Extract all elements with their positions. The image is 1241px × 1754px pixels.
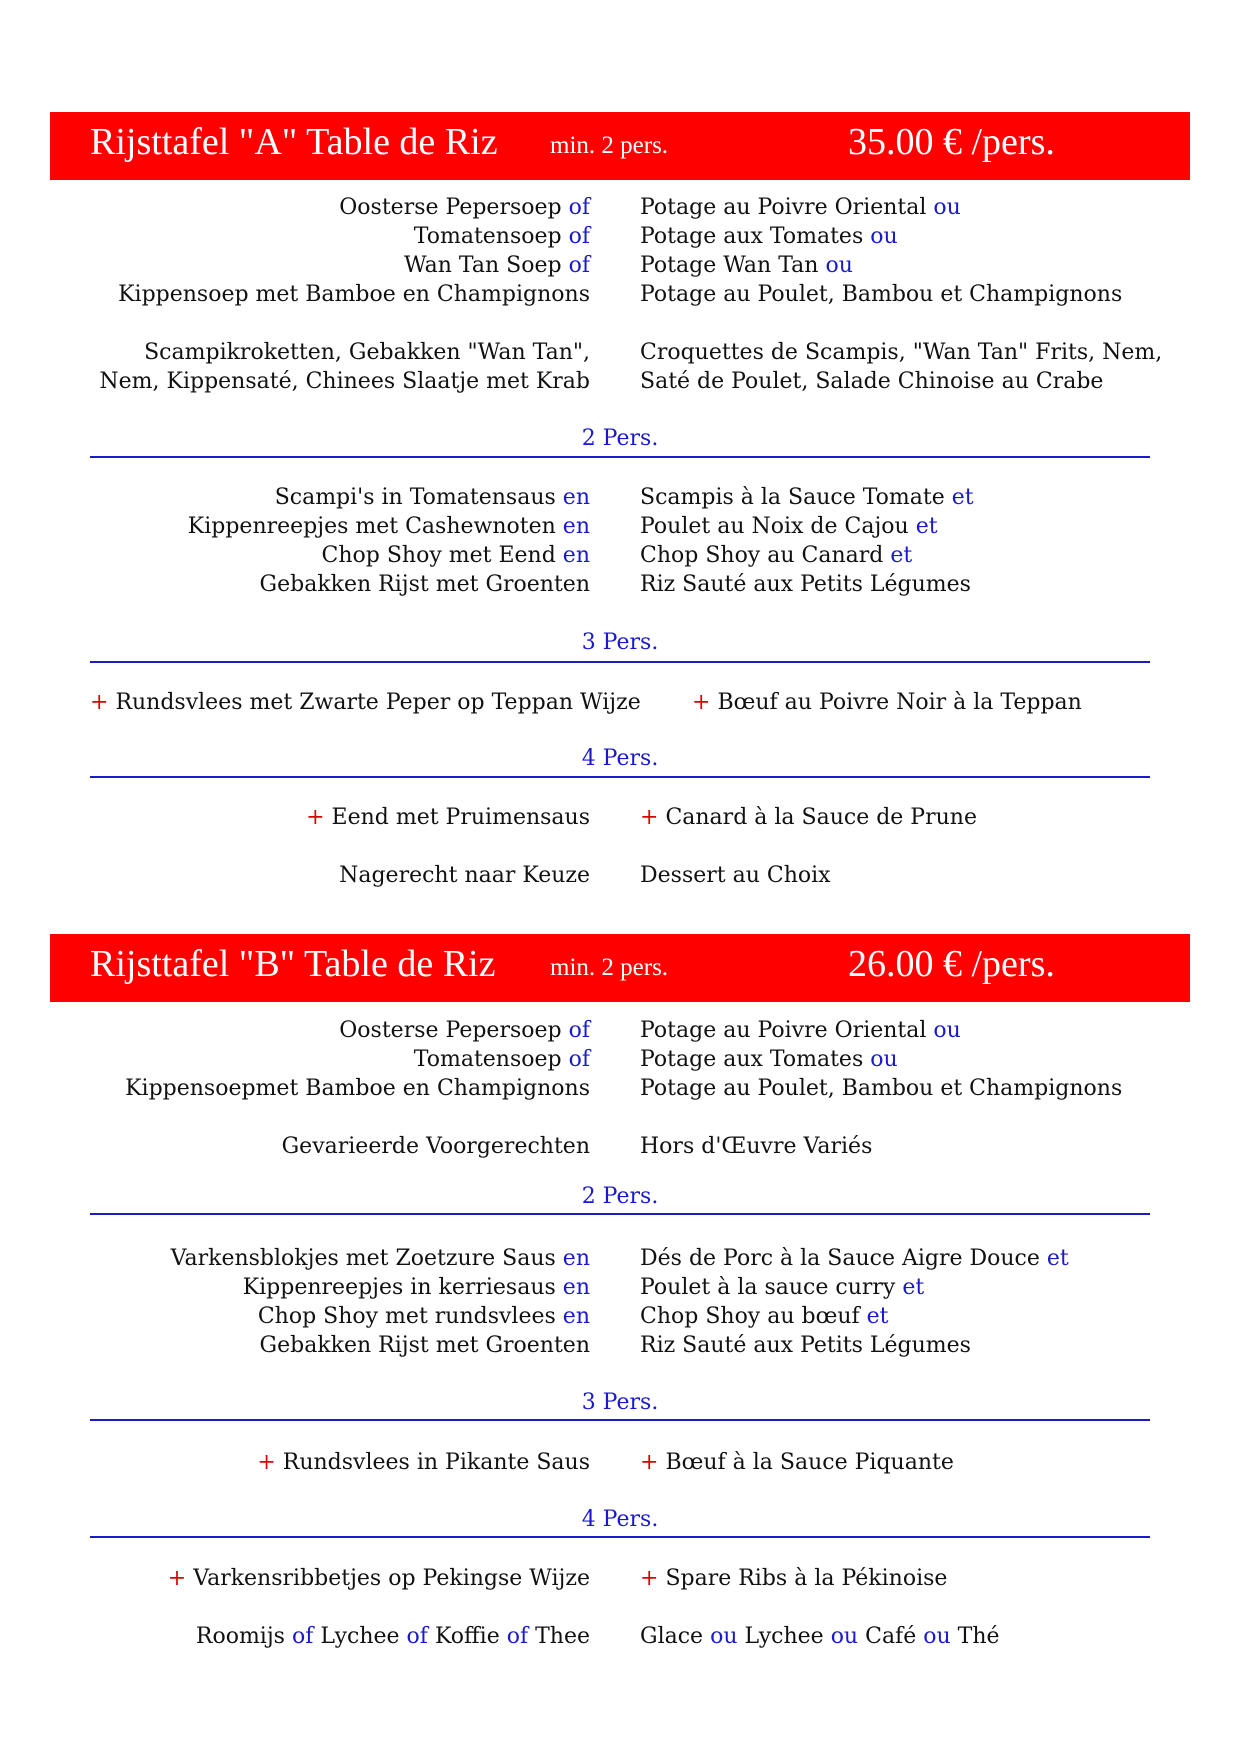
menu-a-title: Rijsttafel "A" Table de Riz	[90, 121, 498, 163]
menu-b-divider-3-label: 3 Pers.	[581, 1390, 659, 1415]
menu-a-extra4-fr: + Canard à la Sauce de Prune	[640, 805, 977, 830]
menu-b-divider-4-label: 4 Pers.	[581, 1507, 659, 1532]
menu-b-main-nl-2: Kippenreepjes in kerriesaus en	[242, 1275, 590, 1300]
menu-a-dessert-fr: Dessert au Choix	[640, 863, 831, 888]
menu-a-soup-nl-1: Oosterse Pepersoep of	[339, 195, 590, 220]
menu-b-main-fr-1: Dés de Porc à la Sauce Aigre Douce et	[640, 1246, 1069, 1271]
menu-a-soup-nl-3: Wan Tan Soep of	[403, 253, 590, 278]
menu-b-main-nl-4: Gebakken Rijst met Groenten	[259, 1333, 590, 1358]
menu-b-soup-nl-1: Oosterse Pepersoep of	[339, 1018, 590, 1043]
menu-b-main-nl-3: Chop Shoy met rundsvlees en	[257, 1304, 590, 1329]
menu-a-soup-fr-3: Potage Wan Tan ou	[640, 253, 853, 278]
menu-a-price: 35.00 € /pers.	[848, 121, 1055, 163]
menu-b-price: 26.00 € /pers.	[848, 943, 1055, 985]
menu-b-main-fr-3: Chop Shoy au bœuf et	[640, 1304, 889, 1329]
menu-a-soup-fr-2: Potage aux Tomates ou	[640, 224, 898, 249]
menu-a-soup-fr-1: Potage au Poivre Oriental ou	[640, 195, 961, 220]
menu-a-divider-3-label: 3 Pers.	[581, 630, 659, 655]
menu-a-soup-nl-4: Kippensoep met Bamboe en Champignons	[118, 282, 590, 307]
menu-a-main-nl-3: Chop Shoy met Eend en	[321, 543, 590, 568]
menu-b-soup-fr-1: Potage au Poivre Oriental ou	[640, 1018, 961, 1043]
menu-a-main-fr-3: Chop Shoy au Canard et	[640, 543, 913, 568]
menu-b-dessert-fr: Glace ou Lychee ou Café ou Thé	[640, 1624, 1000, 1649]
menu-b-divider-4-rule	[90, 1536, 1150, 1538]
menu-a-starter-fr-2: Saté de Poulet, Salade Chinoise au Crabe	[640, 369, 1104, 394]
menu-a-divider-4-label: 4 Pers.	[581, 746, 659, 771]
menu-a-dessert-nl: Nagerecht naar Keuze	[339, 863, 590, 888]
menu-a-soup-fr-4: Potage au Poulet, Bambou et Champignons	[640, 282, 1123, 307]
menu-b-soup-nl-3: Kippensoepmet Bamboe en Champignons	[125, 1076, 590, 1101]
menu-b-extra3-nl: + Rundsvlees in Pikante Saus	[257, 1450, 590, 1475]
menu-a-extra3-fr: + Bœuf au Poivre Noir à la Teppan	[692, 690, 1082, 715]
menu-a-divider-2-rule	[90, 456, 1150, 458]
menu-a-main-fr-1: Scampis à la Sauce Tomate et	[640, 485, 974, 510]
menu-b-main-fr-4: Riz Sauté aux Petits Légumes	[640, 1333, 971, 1358]
menu-a-main-fr-4: Riz Sauté aux Petits Légumes	[640, 572, 971, 597]
menu-b-divider-2-label: 2 Pers.	[581, 1184, 659, 1209]
menu-a-main-nl-1: Scampi's in Tomatensaus en	[274, 485, 590, 510]
menu-a-starter-nl-1: Scampikroketten, Gebakken "Wan Tan",	[144, 340, 590, 365]
menu-b-soup-nl-2: Tomatensoep of	[413, 1047, 590, 1072]
menu-a-divider-4-rule	[90, 776, 1150, 778]
menu-a-extra4-nl: + Eend met Pruimensaus	[306, 805, 590, 830]
menu-b-divider-2-rule	[90, 1213, 1150, 1215]
menu-a-main-nl-4: Gebakken Rijst met Groenten	[259, 572, 590, 597]
menu-a-banner	[50, 112, 1190, 180]
menu-a-extra3-nl: + Rundsvlees met Zwarte Peper op Teppan Wijze	[90, 690, 641, 715]
menu-b-soup-fr-3: Potage au Poulet, Bambou et Champignons	[640, 1076, 1123, 1101]
menu-a-min: min. 2 pers.	[550, 132, 669, 159]
menu-a-soup-nl-2: Tomatensoep of	[413, 224, 590, 249]
menu-a-main-fr-2: Poulet au Noix de Cajou et	[640, 514, 938, 539]
menu-b-extra4-nl: + Varkensribbetjes op Pekingse Wijze	[167, 1566, 590, 1591]
menu-b-divider-3-rule	[90, 1419, 1150, 1421]
menu-a-main-nl-2: Kippenreepjes met Cashewnoten en	[187, 514, 590, 539]
menu-b-starter-fr: Hors d'Œuvre Variés	[640, 1134, 873, 1159]
menu-a-starter-fr-1: Croquettes de Scampis, "Wan Tan" Frits, Nem,	[640, 340, 1163, 365]
menu-a-divider-3-rule	[90, 661, 1150, 663]
menu-b-starter-nl: Gevarieerde Voorgerechten	[281, 1134, 590, 1159]
menu-b-extra3-fr: + Bœuf à la Sauce Piquante	[640, 1450, 954, 1475]
menu-b-main-nl-1: Varkensblokjes met Zoetzure Saus en	[170, 1246, 590, 1271]
menu-b-soup-fr-2: Potage aux Tomates ou	[640, 1047, 898, 1072]
menu-a-starter-nl-2: Nem, Kippensaté, Chinees Slaatje met Krab	[99, 369, 590, 394]
menu-b-extra4-fr: + Spare Ribs à la Pékinoise	[640, 1566, 948, 1591]
menu-b-min: min. 2 pers.	[550, 954, 669, 981]
menu-b-dessert-nl: Roomijs of Lychee of Koffie of Thee	[195, 1624, 590, 1649]
menu-b-title: Rijsttafel "B" Table de Riz	[90, 943, 496, 985]
menu-a-divider-2-label: 2 Pers.	[581, 426, 659, 451]
menu-b-banner	[50, 934, 1190, 1002]
menu-b-main-fr-2: Poulet à la sauce curry et	[640, 1275, 925, 1300]
